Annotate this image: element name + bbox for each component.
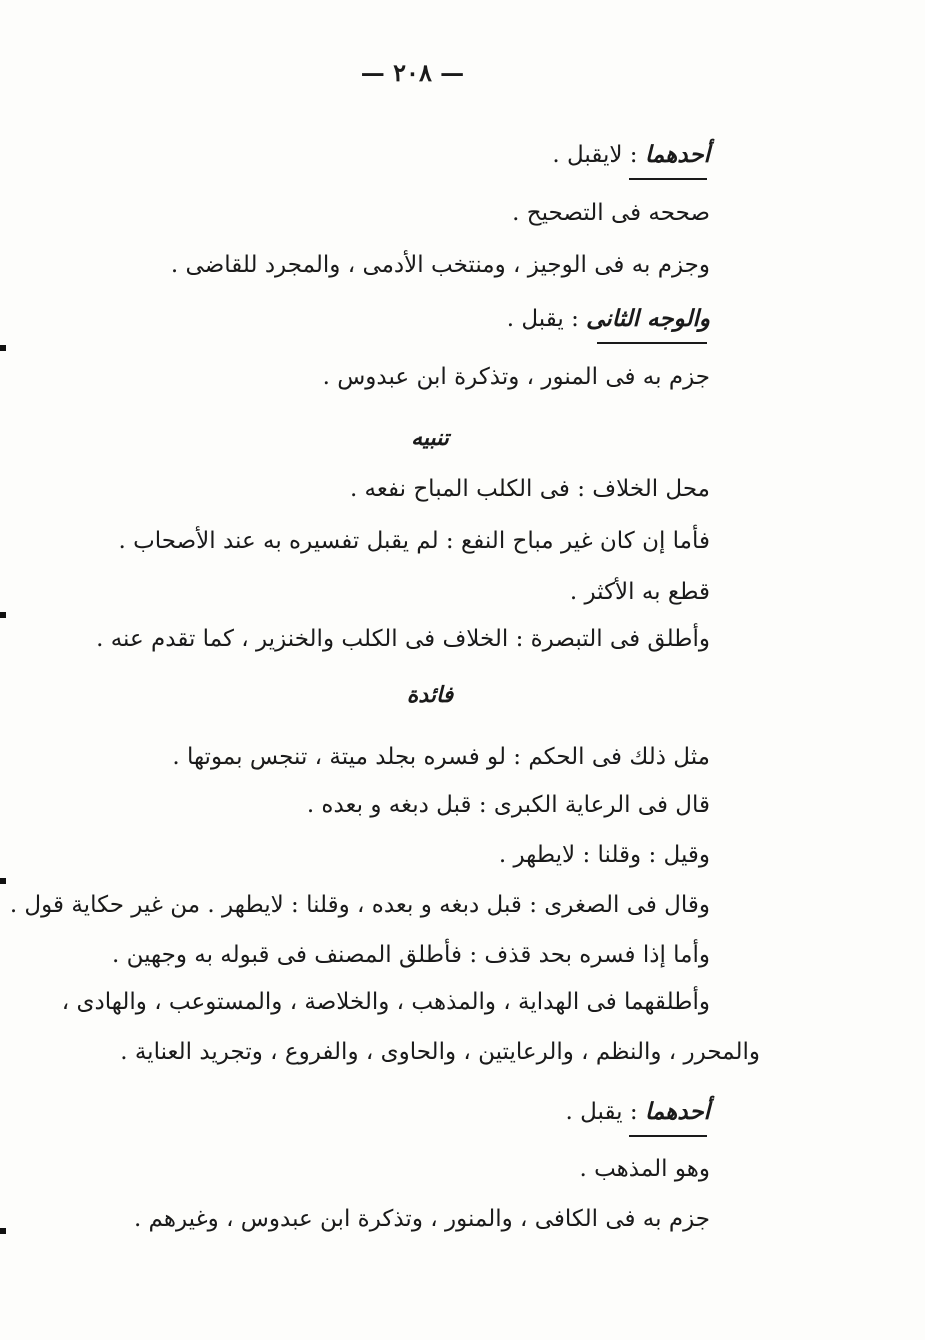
margin-mark [0,878,6,884]
margin-mark [0,345,6,351]
line-text: : يقبل . [506,306,587,332]
text-line: وقيل : وقلنا : لايطهر . [498,842,710,868]
text-line: وأما إذا فسره بحد قذف : فأطلق المصنف فى قبوله به وجهين . [111,942,710,968]
text-line: وأطلق فى التبصرة : الخلاف فى الكلب والخنزير ، كما تقدم عنه . [96,626,710,652]
text-line: قطع به الأكثر . [569,579,710,605]
text-line [565,1095,710,1129]
text-line [552,138,710,172]
text-line: فأما إن كان غير مباح النفع : لم يقبل تفسيره به عند الأصحاب . [118,528,710,554]
margin-mark [0,612,6,618]
section-heading: تنبيه [411,425,449,451]
margin-mark [0,1228,6,1234]
text-line: والمحرر ، والنظم ، والرعايتين ، والحاوى ، والفروع ، وتجريد العناية . [120,1039,760,1065]
text-line: جزم به فى المنور ، وتذكرة ابن عبدوس . [322,364,710,390]
line-text: : لايقبل . [552,142,645,168]
text-line [507,302,710,336]
text-line: وأطلقهما فى الهداية ، والمذهب ، والخلاصة ، والمستوعب ، والهادى ، [61,989,710,1015]
line-text: : يقبل . [565,1099,645,1125]
underline-rule [629,1135,707,1137]
text-line: وهو المذهب . [579,1156,710,1182]
page-number: — ٢٠٨ — [360,58,465,87]
term-label: أحدهما [644,1098,710,1125]
underline-rule [629,178,707,180]
underline-rule [597,342,707,344]
text-line: قال فى الرعاية الكبرى : قبل دبغه و بعده . [306,792,710,818]
section-heading: فائدة [406,682,454,708]
text-line: محل الخلاف : فى الكلب المباح نفعه . [349,476,710,502]
text-line: وقال فى الصغرى : قبل دبغه و بعده ، وقلنا : لايطهر . من غير حكاية قول . [9,892,710,918]
term-label: والوجه الثانى [586,305,710,332]
text-line: جزم به فى الكافى ، والمنور ، وتذكرة ابن عبدوس ، وغيرهم . [133,1206,710,1232]
text-line: مثل ذلك فى الحكم : لو فسره بجلد ميتة ، تنجس بموتها . [172,744,710,770]
text-line: صححه فى التصحيح . [512,200,710,226]
text-line: وجزم به فى الوجيز ، ومنتخب الأدمى ، والمجرد للقاضى . [170,252,710,278]
term-label: أحدهما [644,141,710,168]
